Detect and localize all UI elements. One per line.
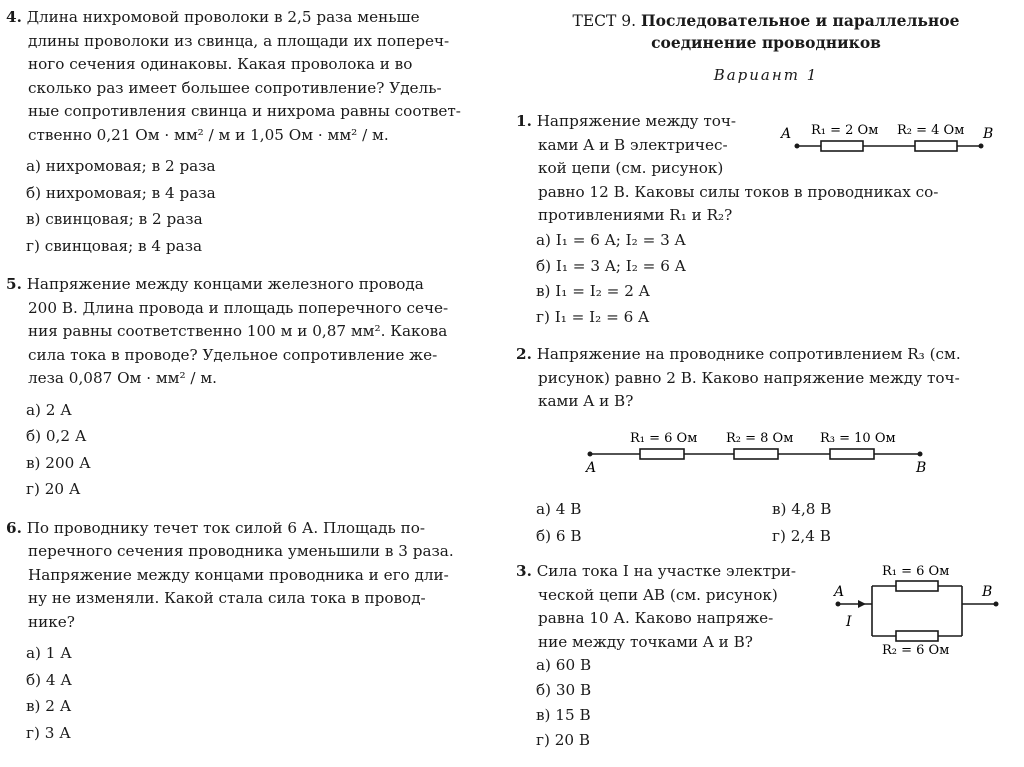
- question-3-options: [516, 653, 591, 753]
- question-line: равно 12 В. Каковы силы токов в проводниках со-: [538, 182, 939, 201]
- answer-option: в) 200 А: [26, 453, 91, 472]
- question-line: ками A и B?: [538, 392, 634, 410]
- question-number: 1.: [516, 112, 532, 130]
- answer-option: а) 1 А: [26, 644, 72, 662]
- answer-option: в) I₁ = I₂ = 2 A: [536, 282, 650, 300]
- resistor-r1: [896, 581, 938, 591]
- question-number: 3.: [516, 562, 532, 580]
- answer-option: в) свинцовая; в 2 раза: [26, 210, 203, 228]
- answer-option: г) I₁ = I₂ = 6 A: [536, 307, 650, 326]
- question-line: ками A и B электричес-: [538, 135, 728, 154]
- question-line: Напряжение между точ-: [536, 112, 737, 130]
- circuit-point-a: A: [586, 460, 597, 476]
- question-line: сила тока в проводе? Удельное сопротивление же-: [28, 345, 438, 364]
- circuit-point-a: A: [781, 126, 792, 142]
- answer-option: б) 4 А: [26, 670, 72, 689]
- question-line: Напряжение между концами железного провода: [26, 275, 424, 293]
- question-line: ные сопротивления свинца и нихрома равны соответ-: [28, 102, 461, 120]
- circuit-point-b: B: [916, 460, 927, 476]
- question-4-text: [6, 6, 492, 147]
- question-line: ственно 0,21 Ом · мм² / м и 1,05 Ом · мм² / м.: [28, 125, 389, 144]
- question-line: 200 В. Длина провода и площадь поперечного сече-: [28, 298, 449, 317]
- circuit-point-b: B: [982, 584, 993, 600]
- question-3: [516, 560, 836, 654]
- test-label: ТЕСТ 9.: [572, 12, 637, 30]
- node-dot: [994, 602, 999, 607]
- answer-option: а) нихромовая; в 2 раза: [26, 157, 216, 175]
- answer-option: б) 30 В: [536, 681, 592, 699]
- answer-option: б) 6 В: [536, 526, 582, 545]
- question-6: [6, 517, 492, 747]
- question-line: длины проволоки из свинца, а площади их попереч-: [28, 31, 450, 50]
- variant-label: Вариант 1: [713, 66, 819, 84]
- circuit-1-diagram: [775, 116, 1015, 160]
- answer-option: а) I₁ = 6 A; I₂ = 3 A: [536, 231, 686, 249]
- question-number: 6.: [6, 518, 22, 537]
- question-line: противлениями R₁ и R₂?: [538, 206, 733, 224]
- answer-option: в) 15 В: [536, 706, 591, 724]
- circuit-2-diagram: [580, 422, 940, 480]
- resistor-r3-label: R₃ = 10 Ом: [820, 431, 896, 446]
- answer-option: г) 3 А: [26, 723, 71, 742]
- answer-option: а) 4 В: [536, 500, 582, 518]
- test-title: [516, 10, 1016, 54]
- question-line: По проводнику течет ток силой 6 А. Площадь по-: [26, 518, 426, 537]
- resistor-r2: [915, 141, 957, 151]
- question-line: Напряжение на проводнике сопротивлением R₃ (см.: [536, 345, 961, 363]
- question-line: рисунок) равно 2 В. Каково напряжение между точ-: [538, 368, 960, 387]
- test-title-line1: Последовательное и параллельное: [641, 11, 960, 30]
- current-arrow-icon: [858, 600, 866, 608]
- node-dot: [979, 144, 984, 149]
- question-5: [6, 273, 492, 503]
- question-1-options: [516, 228, 686, 330]
- question-2: [516, 343, 1016, 414]
- question-6-text: [6, 517, 492, 635]
- answer-option: а) 60 В: [536, 656, 592, 674]
- answer-option: б) нихромовая; в 4 раза: [26, 183, 216, 202]
- answer-option: г) 2,4 В: [772, 526, 831, 545]
- answer-option: б) 0,2 А: [26, 427, 87, 445]
- resistor-r2: [896, 631, 938, 641]
- resistor-r1: [821, 141, 863, 151]
- answer-option: г) 20 В: [536, 731, 591, 749]
- question-number: 5.: [6, 275, 22, 293]
- question-line: Напряжение между концами проводника и его дли-: [28, 565, 449, 584]
- question-4: [6, 6, 492, 259]
- resistor-r3: [830, 449, 874, 459]
- question-2-options-left: [536, 496, 582, 549]
- resistor-r2-label: R₂ = 6 Ом: [882, 643, 950, 655]
- question-line: ние между точками A и B?: [538, 632, 753, 651]
- question-line: перечного сечения проводника уменьшили в 3 раза.: [28, 542, 454, 560]
- right-column: [516, 6, 1016, 94]
- circuit-3-diagram: [828, 560, 1018, 655]
- circuit-point-a: A: [834, 584, 845, 600]
- resistor-r2-label: R₂ = 8 Ом: [726, 431, 794, 446]
- question-line: ческой цепи AB (см. рисунок): [538, 585, 778, 604]
- node-dot: [918, 452, 923, 457]
- answer-option: а) 2 А: [26, 400, 72, 419]
- question-line: кой цепи (см. рисунок): [538, 159, 724, 177]
- resistor-r2: [734, 449, 778, 459]
- answer-option: г) свинцовая; в 4 раза: [26, 236, 203, 255]
- question-2-options-right: [772, 496, 831, 549]
- resistor-r1-label: R₁ = 2 Ом: [811, 123, 879, 138]
- question-line: леза 0,087 Ом · мм² / м.: [28, 369, 217, 387]
- resistor-r2-label: R₂ = 4 Ом: [897, 123, 965, 138]
- current-label: I: [846, 614, 852, 630]
- answer-option: в) 2 А: [26, 697, 72, 715]
- question-line: Длина нихромовой проволоки в 2,5 раза меньше: [26, 8, 420, 26]
- test-title-line2: соединение проводников: [651, 33, 881, 52]
- resistor-r1-label: R₁ = 6 Ом: [630, 431, 698, 446]
- answer-option: б) I₁ = 3 A; I₂ = 6 A: [536, 256, 686, 275]
- question-line: ного сечения одинаковы. Какая проволока и во: [28, 55, 413, 73]
- question-line: нике?: [28, 612, 75, 631]
- answer-option: в) 4,8 В: [772, 500, 832, 518]
- left-column: [6, 6, 492, 758]
- question-line: Сила тока I на участке электри-: [536, 562, 796, 580]
- question-line: сколько раз имеет большее сопротивление? Удель-: [28, 78, 442, 97]
- question-line: ну не изменяли. Какой стала сила тока в провод-: [28, 589, 426, 607]
- question-line: равна 10 А. Каково напряже-: [538, 609, 774, 627]
- question-number: 4.: [6, 8, 22, 26]
- question-number: 2.: [516, 345, 532, 363]
- circuit-point-b: B: [983, 126, 994, 142]
- resistor-r1-label: R₁ = 6 Ом: [882, 564, 950, 579]
- node-dot: [588, 452, 593, 457]
- question-line: ния равны соответственно 100 м и 0,87 мм². Какова: [28, 322, 448, 340]
- resistor-r1: [640, 449, 684, 459]
- question-5-text: [6, 273, 492, 391]
- answer-option: г) 20 А: [26, 480, 81, 498]
